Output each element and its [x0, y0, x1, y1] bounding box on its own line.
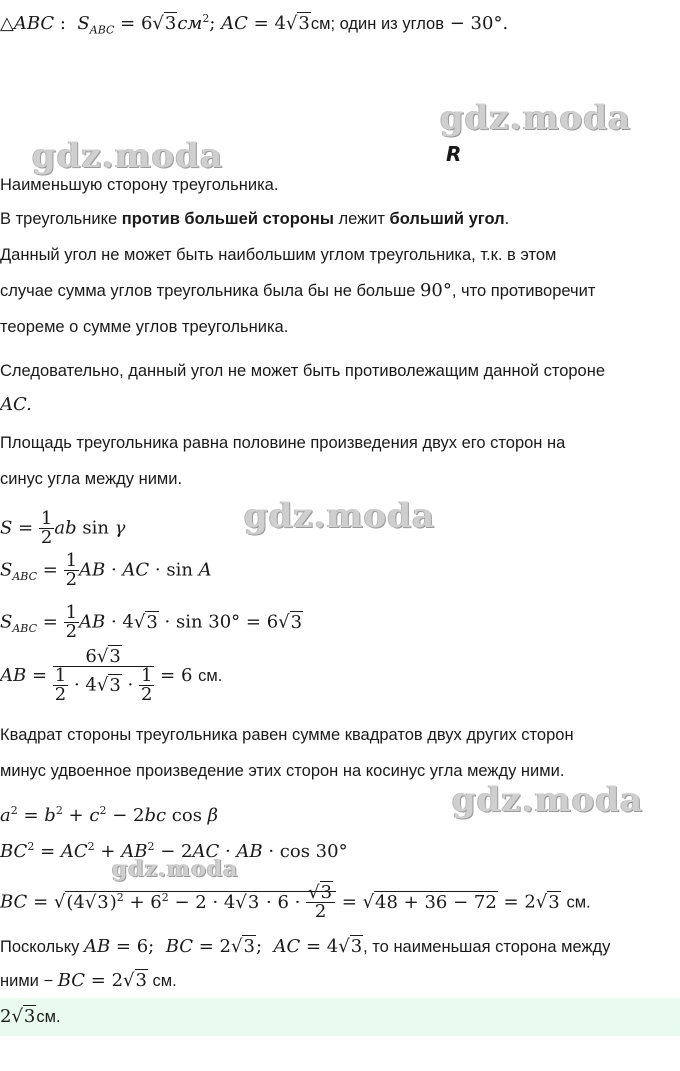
unit: см. [566, 893, 591, 912]
paragraph-2-line-1: Данный угол не может быть наибольшим углом треугольника, т.к. в этом [0, 246, 557, 264]
text: см. [147, 972, 177, 990]
paragraph-4-line-2: синус угла между ними. [0, 470, 183, 488]
paragraph-6-line-2 [0, 970, 177, 992]
question-title: Наименьшую сторону треугольника. [0, 176, 279, 194]
bold-text: больший угол [389, 210, 505, 228]
answer-line [0, 1006, 61, 1028]
paragraph-2-line-2 [0, 280, 595, 302]
given-line: △ABC : $S_{ABC} = 6√3см^2$; AC = 4√3см; один из углов − 30°. [0, 12, 509, 37]
paragraph-1 [0, 208, 509, 230]
paragraph-2-line-3: теореме о сумме углов треугольника. [0, 318, 289, 336]
text: В треугольнике [0, 210, 122, 228]
paragraph-5-line-1: Квадрат стороны треугольника равен сумме квадратов двух других сторон [0, 726, 574, 744]
paragraph-4-line-1: Площадь треугольника равна половине произведения двух его сторон на [0, 434, 566, 452]
unit: см. [198, 667, 223, 685]
formula-bc: BC = $√(4√3)^2 + 6^2 - 2 \cdot 4√3 \cdot 6$ · $\frac{√3}{2}$ = √48 + 36 − 72 = 2√3 см. [0, 882, 591, 922]
watermark-letter: R [446, 142, 463, 166]
text: , что противоречит [451, 282, 596, 300]
text: , то наименьшая сторона между [363, 938, 611, 956]
paragraph-6-line-1 [0, 936, 610, 958]
bold-text: против большей стороны [121, 210, 334, 228]
formula-cosine-law: $a^2 = b^2 + c^2 - 2bc$ cos β [0, 804, 219, 826]
formula-ab: AB = 6√3 $\frac{1}{2}$ · 4√3 · $\frac{1}{2}$ = 6 см. [0, 646, 223, 705]
formula-area-substituted: $S_{ABC}$ = $\frac{1}{2}$ AB · 4√3 · sin 30° = 6√3 [0, 602, 303, 642]
formula-area-abc: $S_{ABC}$ = $\frac{1}{2}$ AB · AC · sin A [0, 550, 212, 590]
watermark: gdz.moda [112, 856, 239, 882]
paragraph-3-line-1: Следовательно, данный угол не может быть противолежащим данной стороне [0, 362, 606, 380]
formula-area-general: S = $\frac{1}{2}$ ab sin γ [0, 508, 126, 548]
watermark: gdz.moda [440, 98, 632, 138]
math-inline: 90° [419, 280, 452, 301]
formula-bc-squared: $BC^2 = AC^2 + AB^2 - 2AC$ · AB · cos 30° [0, 840, 348, 862]
math-inline: AB = 6; BC = 2√3; AC = 4√3 [83, 936, 363, 957]
text: лежит [333, 210, 390, 228]
paragraph-5-line-2: минус удвоенное произведение этих сторон на косинус угла между ними. [0, 762, 565, 780]
answer-box [0, 998, 680, 1036]
watermark: gdz.moda [32, 136, 224, 176]
paragraph-3-line-2: AC. [0, 394, 32, 415]
math-inline: BC = 2√3 [57, 970, 147, 991]
answer-unit: см. [36, 1008, 61, 1026]
text: Поскольку [0, 938, 84, 956]
text: . [504, 210, 510, 228]
answer-value: 2√3 [0, 1006, 36, 1027]
watermark: gdz.moda [452, 780, 644, 820]
watermark: gdz.moda [244, 496, 436, 536]
text: ними − [0, 972, 58, 990]
text: случае сумма углов треугольника была бы не больше [0, 282, 420, 300]
